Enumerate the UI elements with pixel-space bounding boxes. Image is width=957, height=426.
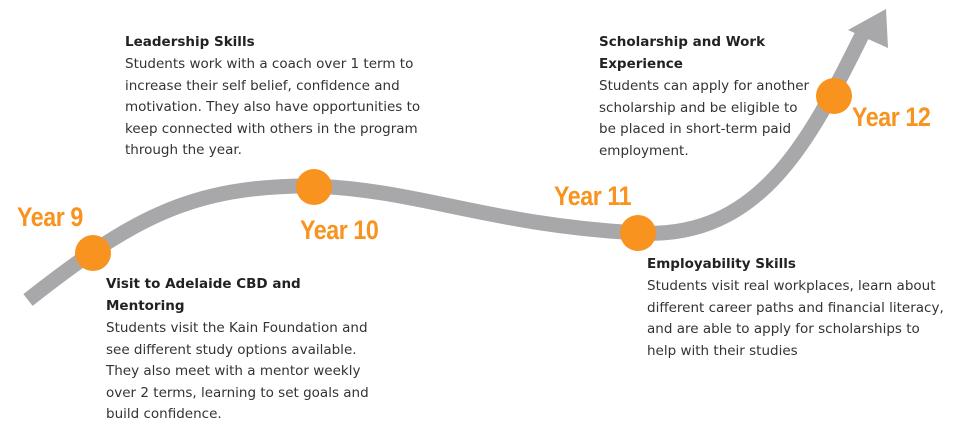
scholarship-work-block xyxy=(599,31,814,162)
block-title: Visit to Adelaide CBD and Mentoring xyxy=(106,276,301,314)
year-9-label: Year 9 xyxy=(17,202,83,232)
milestone-dot-year-12 xyxy=(816,78,852,114)
block-description: Students visit the Kain Foundation and see different study options available. They also meet with a mentor weekly over 2 terms, learning to set goals and build confidence. xyxy=(106,320,369,422)
year-11-label: Year 11 xyxy=(554,181,632,211)
year-10-label: Year 10 xyxy=(300,215,379,245)
milestone-dot-year-11 xyxy=(620,215,656,251)
employability-skills-block xyxy=(647,253,947,362)
block-description: Students visit real workplaces, learn about different career paths and financial literacy, and are able to apply for scholarships to help with their studies xyxy=(647,278,944,359)
milestone-dot-year-9 xyxy=(75,235,111,271)
block-title: Scholarship and Work Experience xyxy=(599,34,766,72)
leadership-skills-block xyxy=(125,31,435,162)
block-description: Students can apply for another scholarship and be eligible to be placed in short-term paid employment. xyxy=(599,78,810,159)
year-12-label: Year 12 xyxy=(852,102,931,132)
block-title: Leadership Skills xyxy=(125,34,255,50)
adelaide-visit-block xyxy=(106,273,381,426)
block-description: Students work with a coach over 1 term to increase their self belief, confidence and motivation. They also have opportunities to keep connected with others in the program through the year. xyxy=(125,56,421,158)
block-title: Employability Skills xyxy=(647,256,796,272)
milestone-dot-year-10 xyxy=(296,169,332,205)
